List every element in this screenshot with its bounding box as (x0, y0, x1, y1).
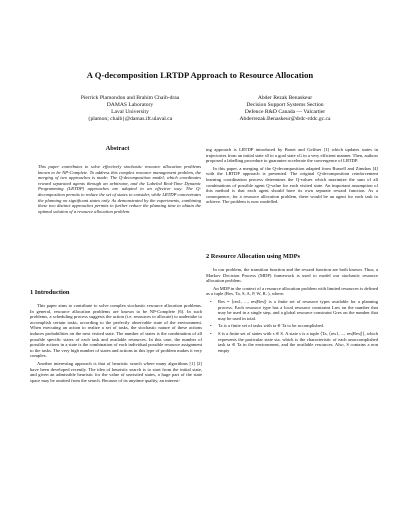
list-item-text: Res = ⟨res1, ..., res|Res|⟩ is a finite set of resource types available for a planning process. Each resource type has a local resource constraint Lres on the number that may be used in a single step, and a global resource constraint Gres on the number that may be used in total. (218, 298, 378, 321)
paragraph: Another interesting approach is that of heuristic search where many algorithms [1] [2] have been developed recently. The idea of heuristic search is to start from the initial state, and given an admissible heuristic for the value of unvisited states, a huge part of the state space may be omitted from the search. Because of its anytime quality, an interest- (30, 360, 202, 383)
author-block-left (60, 95, 200, 123)
bullet-icon: • (210, 298, 212, 304)
list-item (210, 330, 378, 353)
right-column-section2 (206, 267, 378, 355)
paper-title: A Q-decomposition LRTDP Approach to Resource Allocation (86, 70, 314, 80)
author-names: Abder Rezak Benaskeur (257, 95, 313, 101)
paragraph: In our problem, the transition function and the reward function are both known. Thus, a Markov Decision Process (MDP) framework is used to model our stochastic resource allocation problem. (206, 267, 378, 284)
author-names: Pierrick Plamondon and Brahim Chaib-draa (80, 95, 180, 101)
abstract-heading: Abstract (105, 145, 130, 152)
paragraph: An MDP in the context of a resource allocation problem with limited resources is defined as a tuple (Res, Ta, S, A, P, W, R, ), where: (206, 285, 378, 297)
author-affiliation: Defence R&D Canada — Valcartier (244, 109, 326, 115)
bullet-icon: • (210, 323, 212, 329)
paragraph: In this paper, a merging of the Q-decomposition adapted from Russell and Zimdars [4] with the LRTDP approach is presented. The original Q-decomposition reinforcement learning coordination process determines the Q-values which maximize the sum of all combinations of possible agent Q-value for each visited state. An important assumption of this method is that each agent should have its own separate reward function. As a consequence, for a resource allocation problem, there would be an agent for each task to achieve. The problem is now modelled. (206, 165, 378, 205)
author-lab: DAMAS Laboratory (106, 102, 154, 108)
section-heading-introduction: 1 Introduction (30, 289, 70, 296)
author-block-right (215, 95, 355, 123)
paragraph: This paper aims to contribute to solve complex stochastic resource allocation problems. In general, resource allocation problems are known to be NP-Complete [6]. In such problems, a scheduling process suggests the action (i.e. resources to allocate) to undertake to accomplish certain tasks, according to the perfectly observable state of the environment. When executing an action to realize a set of tasks, the stochastic nature of these actions induces probabilities on the next visited state. The number of states is the combination of all possible specific states of each task and available resources. In this case, the number of possible actions in a state is the combination of each individual possible resource assignment to the tasks. The very high number of states and actions in this type of problem makes it very complex. (30, 303, 202, 359)
list-item (210, 323, 378, 329)
author-lab: Decision Support Systems Section (246, 102, 324, 108)
list-item-text: Ta is a finite set of tasks with ta ∈ Ta to be accomplished. (218, 323, 325, 329)
list-item-text: S is a finite set of states with s ∈ S. A state s is a tuple ⟨Ta, ⟨res1, ..., res|Res|⟩⟩, which represents the particular state sta, which is the characteristic of each unaccomplished task ta ∈ Ta in the environment, and the available resources. Also, S contains a non empty (218, 330, 378, 353)
list-item (210, 298, 378, 321)
right-column-intro-continued (206, 147, 378, 207)
definition-list (206, 299, 378, 353)
abstract-text: This paper contributes to solve effectively stochastic resource allocation problems known to be NP-Complete. To address this complex resource management problem, the merging of two approaches is made: The Q-decomposition model, which coordinates reward separated agents through an arbitrator, and the Labeled Real-Time Dynamic Programming (LRTDP) approaches are adapted in an effective way. The Q-decomposition permits to reduce the set of states to consider, while LRTDP concentrates the planning on significant states only. As demonstrated by the experiments, combining these two distinct approaches permits to further reduce the planning time to obtain the optimal solution of a resource allocation problem. (38, 164, 201, 214)
left-column-body (30, 303, 202, 385)
section-heading-resource-allocation: 2 Resource Allocation using MDPs (206, 253, 300, 260)
author-email: Abderrezak.Benaskeur@drdc-rddc.gc.ca (239, 116, 331, 122)
bullet-icon: • (210, 330, 212, 336)
author-email: {plamon; chaib}@damas.ift.ulaval.ca (87, 116, 173, 122)
paragraph: ing approach is LRTDP introduced by Bonet and Geffner [1] which updates states in trajectories from an initial state s0 to a goal state sG in a very efficient manner. Then, authors proposed a labelling procedure to guarantee accelerate the convergence of LRTDP. (206, 147, 378, 164)
author-affiliation: Laval University (111, 109, 149, 115)
